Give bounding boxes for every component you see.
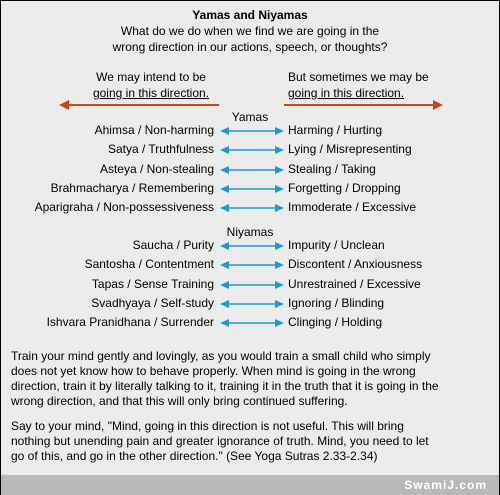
- opposite-quality-label: Impurity / Unclean: [288, 238, 385, 252]
- paragraph-line: does not yet know how to behave properly. When mind is going in the wrong: [11, 364, 416, 378]
- opposite-quality-label: Stealing / Taking: [288, 161, 376, 176]
- paragraph-say-to-mind: [11, 419, 491, 464]
- arrowhead-right: [275, 242, 284, 250]
- ideal-quality-label: Tapas / Sense Training: [91, 276, 214, 291]
- opposite-quality-label: Ignoring / Blinding: [288, 295, 385, 310]
- double-headed-arrow: [220, 185, 284, 193]
- ideal-quality-label: Ahimsa / Non-harming: [94, 123, 214, 137]
- subtitle-line: wrong direction in our actions, speech, or thoughts?: [112, 40, 388, 54]
- arrowhead-right: [275, 185, 284, 193]
- arrowhead-left: [220, 166, 229, 174]
- paragraph-line: direction, train it by literally talking to it, training it in the truth that it is going in the: [11, 379, 439, 393]
- opposite-quality-label: Harming / Hurting: [288, 123, 383, 137]
- paragraph-line: wrong direction, and that this will only bring continued suffering.: [11, 394, 348, 408]
- paragraph-line: go of this, and go in the other direction." (See Yoga Sutras 2.33-2.34): [11, 449, 378, 463]
- ideal-quality-label: Asteya / Non-stealing: [99, 161, 214, 176]
- double-headed-arrow: [220, 300, 284, 308]
- intro-right-line: going in this direction.: [288, 86, 405, 100]
- arrowhead-left: [220, 185, 229, 193]
- paragraph-line: nothing but unending pain and greater ignorance of truth. Mind, you need to let: [11, 434, 429, 448]
- arrowhead-right: [275, 281, 284, 289]
- footer-site-name: SwamiJ.com: [404, 478, 487, 492]
- ideal-quality-label: Aparigraha / Non-possessiveness: [34, 200, 214, 215]
- intended-direction-arrowhead: [59, 100, 69, 110]
- arrowhead-left: [220, 146, 229, 154]
- yamas-heading: Yamas: [231, 110, 269, 124]
- opposite-quality-label: Clinging / Holding: [288, 315, 383, 330]
- arrowhead-left: [220, 127, 229, 135]
- double-headed-arrow: [220, 261, 284, 269]
- paragraph-line: Train your mind gently and lovingly, as you would train a small child who simply: [11, 349, 431, 363]
- double-headed-arrow: [220, 146, 284, 154]
- actual-direction-arrowhead: [433, 100, 443, 110]
- ideal-quality-label: Saucha / Purity: [132, 238, 214, 252]
- footer-bar: [1, 475, 499, 495]
- opposite-quality-label: Lying / Misrepresenting: [288, 142, 412, 157]
- arrowhead-left: [220, 261, 229, 269]
- double-headed-arrow: [220, 204, 284, 212]
- arrowhead-right: [275, 261, 284, 269]
- intro-left-line: We may intend to be: [96, 70, 206, 84]
- arrowhead-left: [220, 242, 229, 250]
- opposite-quality-label: Discontent / Anxiousness: [288, 257, 423, 272]
- paragraph-train-mind: [11, 349, 491, 409]
- intro-right-line: But sometimes we may be: [288, 70, 429, 84]
- double-headed-arrow: [220, 319, 284, 327]
- arrowhead-left: [220, 319, 229, 327]
- niyamas-heading: Niyamas: [226, 225, 274, 239]
- page-title: Yamas and Niyamas: [192, 8, 308, 22]
- double-headed-arrow: [220, 242, 284, 250]
- double-headed-arrow: [220, 281, 284, 289]
- double-headed-arrow: [220, 127, 284, 135]
- opposite-quality-label: Forgetting / Dropping: [288, 180, 401, 195]
- arrowhead-right: [275, 319, 284, 327]
- subtitle-line: What do we do when we find we are going in the: [120, 24, 380, 38]
- arrowhead-right: [275, 204, 284, 212]
- arrowhead-right: [275, 127, 284, 135]
- opposite-quality-label: Unrestrained / Excessive: [288, 276, 421, 291]
- arrowhead-left: [220, 204, 229, 212]
- ideal-quality-label: Ishvara Pranidhana / Surrender: [46, 315, 214, 330]
- arrowhead-left: [220, 300, 229, 308]
- arrowhead-left: [220, 281, 229, 289]
- opposite-quality-label: Immoderate / Excessive: [288, 200, 417, 215]
- double-headed-arrow: [220, 166, 284, 174]
- arrowhead-right: [275, 300, 284, 308]
- arrowhead-right: [275, 146, 284, 154]
- paragraph-line: Say to your mind, "Mind, going in this direction is not useful. This will bring: [11, 419, 404, 433]
- ideal-quality-label: Svadhyaya / Self-study: [91, 295, 214, 310]
- ideal-quality-label: Satya / Truthfulness: [107, 142, 214, 157]
- intro-left-line: going in this direction.: [92, 86, 210, 100]
- ideal-quality-label: Santosha / Contentment: [84, 257, 214, 272]
- arrowhead-right: [275, 166, 284, 174]
- ideal-quality-label: Brahmacharya / Remembering: [50, 180, 214, 195]
